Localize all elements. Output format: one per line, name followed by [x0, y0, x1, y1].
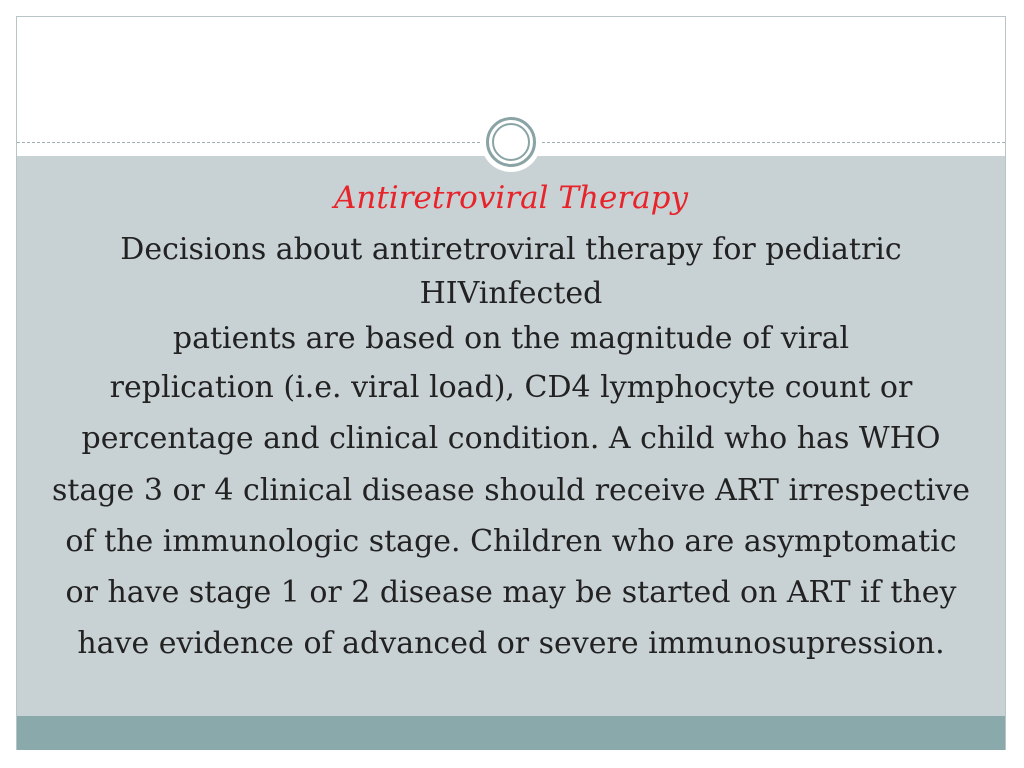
slide-heading: Antiretroviral Therapy — [334, 180, 688, 216]
body-line: percentage and clinical condition. A child who has WHO — [81, 421, 941, 457]
body-line: HIVinfected — [419, 276, 603, 311]
footer-bar — [17, 716, 1005, 750]
body-line: replication (i.e. viral load), CD4 lymphocyte count or — [109, 370, 913, 405]
body-line: or have stage 1 or 2 disease may be started on ART if they — [65, 575, 957, 611]
circle-ring-inner — [492, 123, 530, 161]
body-line: of the immunologic stage. Children who are asymptomatic — [65, 523, 957, 559]
body-line: have evidence of advanced or severe immunosupression. — [77, 626, 945, 662]
body-line: patients are based on the magnitude of viral — [172, 321, 850, 356]
slide-body-text — [30, 228, 992, 670]
body-line: stage 3 or 4 clinical disease should receive ART irrespective — [52, 472, 970, 508]
body-line: Decisions about antiretroviral therapy for pediatric — [120, 232, 902, 267]
